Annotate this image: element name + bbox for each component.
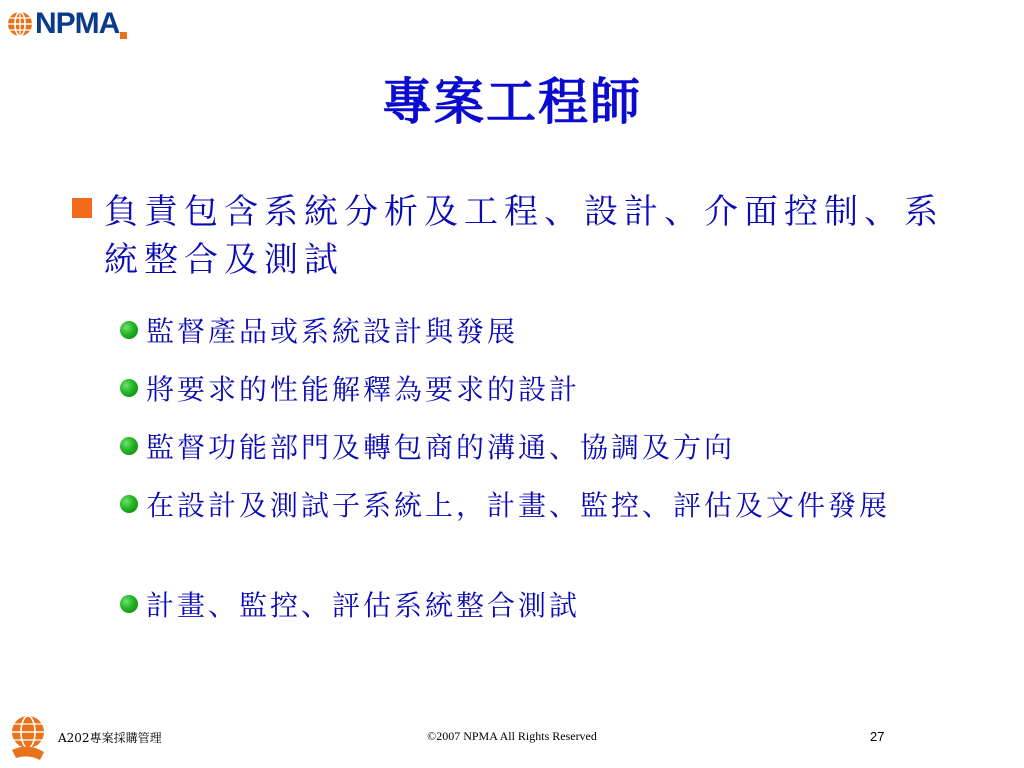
bullet-level2-text: 監督產品或系統設計與發展 — [146, 315, 519, 348]
footer-copyright: ©2007 NPMA All Rights Reserved — [427, 729, 597, 743]
bullet-level2-text: 監督功能部門及轉包商的溝通、協調及方向 — [146, 431, 736, 464]
npma-logo — [6, 6, 127, 42]
bullet-level2 — [118, 586, 958, 626]
round-bullet-icon — [120, 437, 138, 455]
bullet-level2 — [118, 428, 958, 468]
square-bullet-icon — [72, 198, 92, 218]
page-number: 27 — [870, 729, 885, 744]
bullet-level2 — [118, 312, 958, 352]
bullet-level1-text: 負責包含系統分析及工程、設計、介面控制、系統整合及測試 — [104, 192, 944, 280]
round-bullet-icon — [120, 595, 138, 613]
round-bullet-icon — [120, 379, 138, 397]
bullet-level2-text: 在設計及測試子系統上，計畫、監控、評估及文件發展 — [146, 489, 891, 522]
bullet-level2 — [118, 486, 958, 526]
logo-wordmark: NPMA — [35, 7, 120, 40]
bullet-level2-text: 將要求的性能解釋為要求的設計 — [146, 373, 581, 406]
bullet-level2-text: 計畫、監控、評估系統整合測試 — [146, 589, 581, 622]
round-bullet-icon — [120, 321, 138, 339]
round-bullet-icon — [120, 495, 138, 513]
footer-course: A202專案採購管理 — [58, 731, 162, 745]
bullet-level1 — [64, 188, 944, 284]
bullet-level2 — [118, 370, 958, 410]
logo-dot — [120, 32, 127, 39]
globe-icon — [6, 10, 34, 38]
page-title: 專案工程師 — [382, 72, 642, 131]
